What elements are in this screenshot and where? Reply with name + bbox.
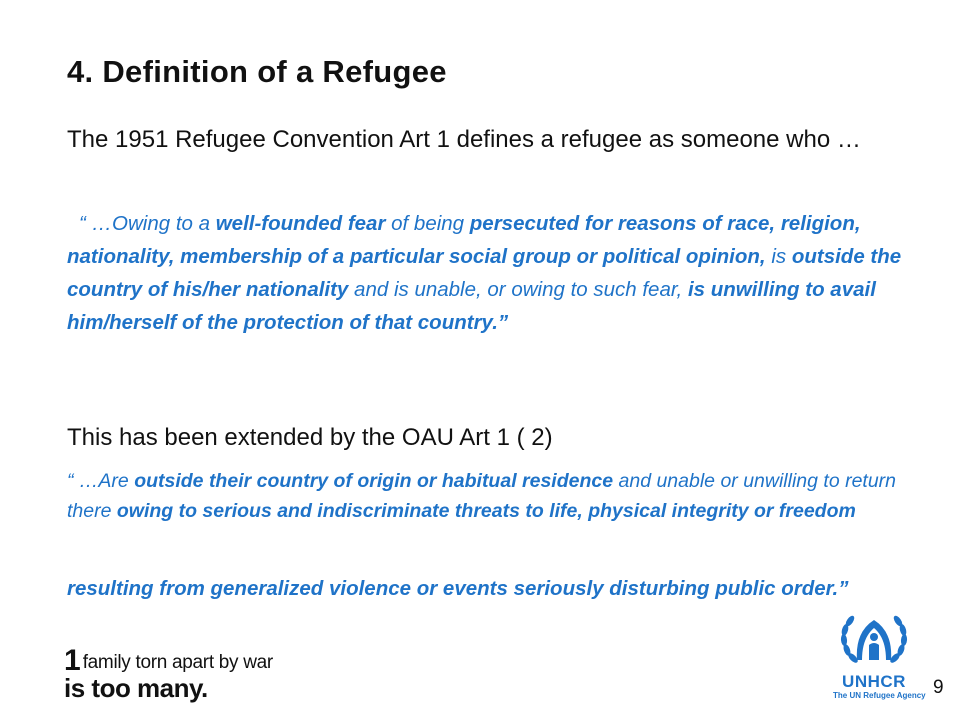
- quote-emphasis: persecuted for reasons of race, religion, nationality, membership of a particular social group or political opinion,: [67, 212, 861, 268]
- oau-quote: [67, 466, 927, 526]
- quote-text: and unable or unwilling to return there: [67, 470, 897, 522]
- quote-emphasis: well-founded fear: [215, 212, 386, 235]
- quote-text: of being: [385, 212, 470, 235]
- quote-emphasis: outside their country of origin or habitual residence: [134, 470, 614, 492]
- slogan-line-2: is too many.: [64, 673, 208, 703]
- slogan-text: family torn apart by war: [82, 652, 273, 673]
- slogan-line-1: [64, 644, 273, 677]
- convention-quote: [67, 207, 947, 339]
- logo-tagline: The UN Refugee Agency: [833, 691, 926, 700]
- slogan-number: 1: [64, 644, 81, 677]
- quote-emphasis: is unwilling to avail him/herself of the protection of that country.”: [67, 278, 876, 334]
- extension-heading: This has been extended by the OAU Art 1 ( 2): [67, 424, 553, 451]
- oau-quote-continuation: resulting from generalized violence or events seriously disturbing public order.”: [67, 577, 849, 600]
- intro-text: The 1951 Refugee Convention Art 1 defines a refugee as someone who …: [67, 126, 861, 153]
- quote-text: and is unable, or owing to such fear,: [348, 278, 688, 301]
- quote-indent: [67, 212, 79, 235]
- page-number: 9: [933, 677, 944, 698]
- quote-text: “ …Are: [67, 470, 135, 492]
- quote-text: “ …Owing to a: [79, 212, 216, 235]
- quote-segments: [67, 212, 901, 334]
- quote-emphasis: owing to serious and indiscriminate threats to life, physical integrity or freedom: [116, 500, 856, 522]
- quote-text: is: [765, 245, 792, 268]
- slide-title: 4. Definition of a Refugee: [67, 54, 447, 89]
- logo-wordmark: UNHCR: [842, 672, 906, 691]
- quote-emphasis: outside the country of his/her nationality: [67, 245, 902, 301]
